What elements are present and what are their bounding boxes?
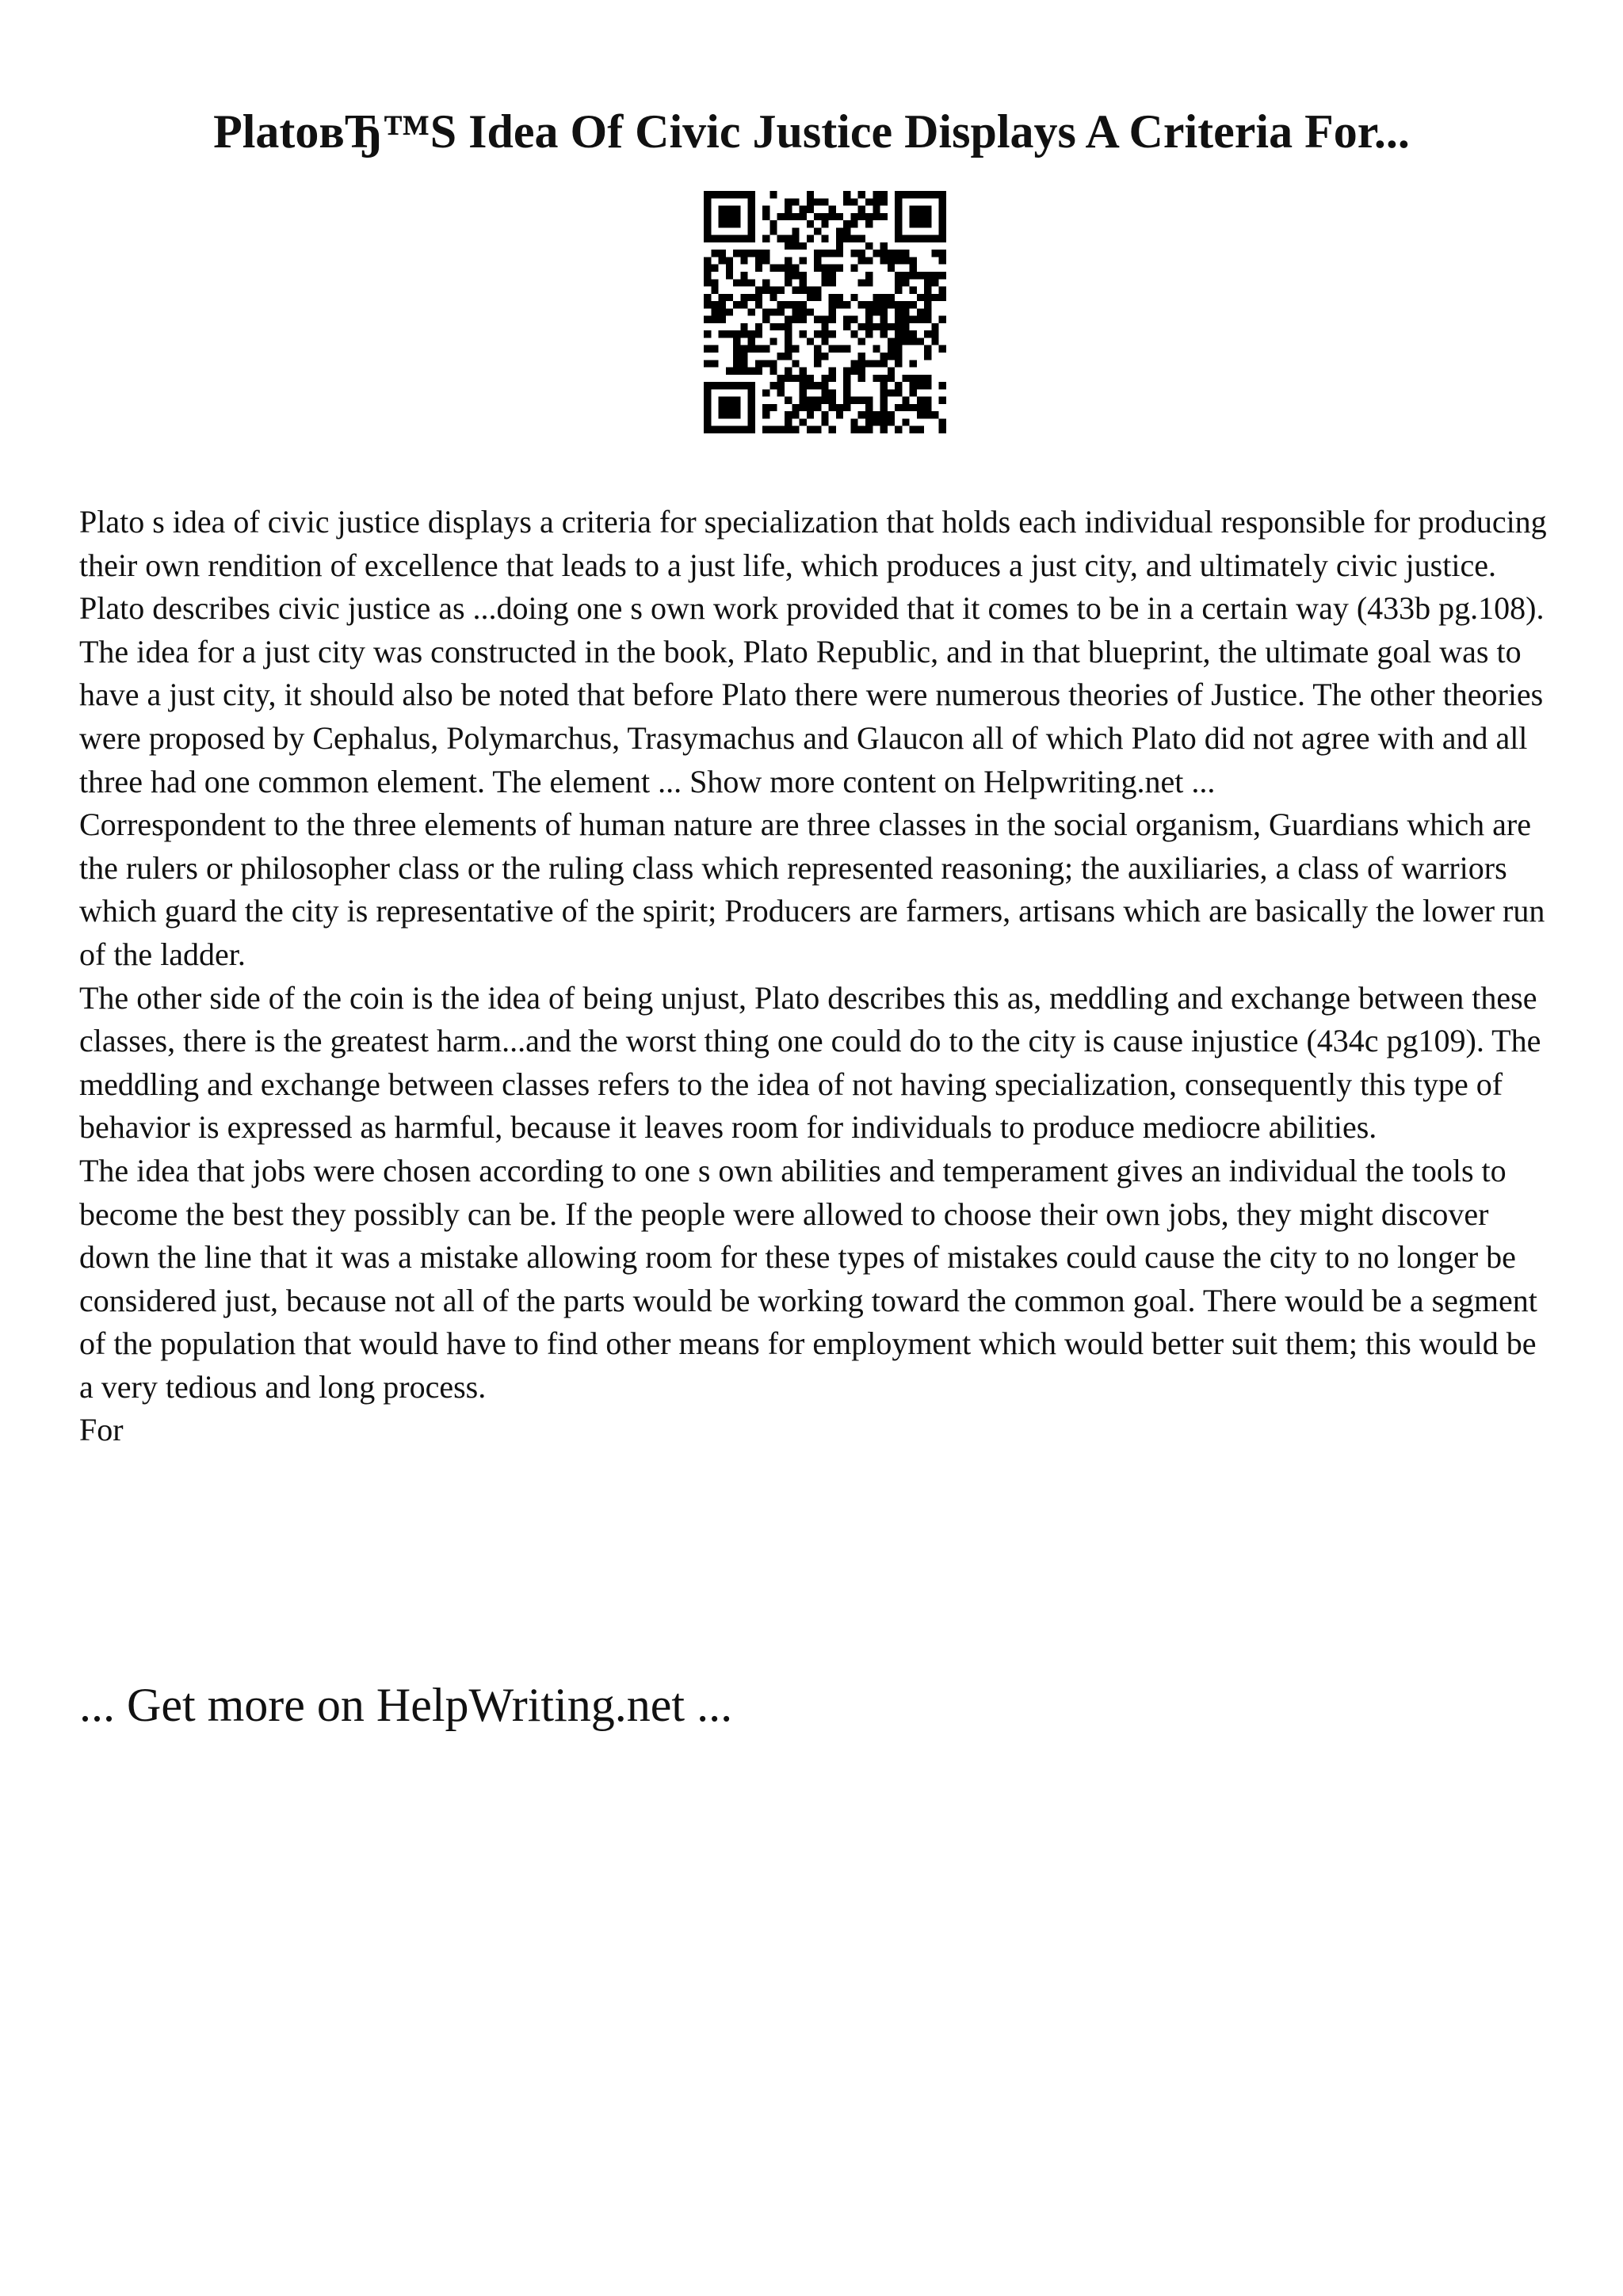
qr-code-icon — [704, 191, 946, 433]
paragraph: The idea that jobs were chosen according to one s own abilities and temperament gives an individual the tools to become the best they possibly can be. If the people were allowed to choose their own jobs, they might discover down the line that it was a mistake allowing room for these types of mistakes could cause the city to no longer be considered just, because not all of the parts would be working toward the common goal. There would be a segment of the population that would have to find other means for employment which would better suit them; this would be a very tedious and long process. — [79, 1152, 1537, 1405]
paragraph: Correspondent to the three elements of human nature are three classes in the social organism, Guardians which are the rulers or philosopher class or the ruling class which represented reasoning; the auxiliaries, a class of warriors which guard the city is representative of the spirit; Producers are farmers, artisans which are basically the lower run of the ladder. — [79, 807, 1545, 972]
paragraph: For — [79, 1412, 124, 1448]
paragraph: The idea for a just city was constructed in the book, Plato Republic, and in that blueprint, the ultimate goal was to have a just city, it should also be noted that before Plato there were numerous theories of Justice. The other theories were proposed by Cephalus, Polymarchus, Trasymachus and Glaucon all of which Plato did not agree with and all three had one common element. The element ... Show more content on Helpwriting.net ... — [79, 633, 1544, 799]
paragraph: Plato s idea of civic justice displays a criteria for specialization that holds each individual responsible for producing their own rendition of excellence that leads to a just life, which produces a just city, and ultimately civic justice. Plato describes civic justice as ...doing one s own work provided that it comes to be in a certain way (433b pg.108). — [79, 504, 1547, 627]
document-body — [79, 501, 1553, 1452]
document-title: PlatoвЂ™S Idea Of Civic Justice Displays A Criteria For... — [213, 105, 1410, 158]
get-more-link[interactable]: ... Get more on HelpWriting.net ... — [79, 1679, 733, 1731]
paragraph: The other side of the coin is the idea of being unjust, Plato describes this as, meddling and exchange between these classes, there is the greatest harm...and the worst thing one could do to the city is cause injustice (434c pg109). The meddling and exchange between classes refers to the idea of not having specialization, consequently this type of behavior is expressed as harmful, because it leaves room for individuals to produce mediocre abilities. — [79, 979, 1541, 1146]
